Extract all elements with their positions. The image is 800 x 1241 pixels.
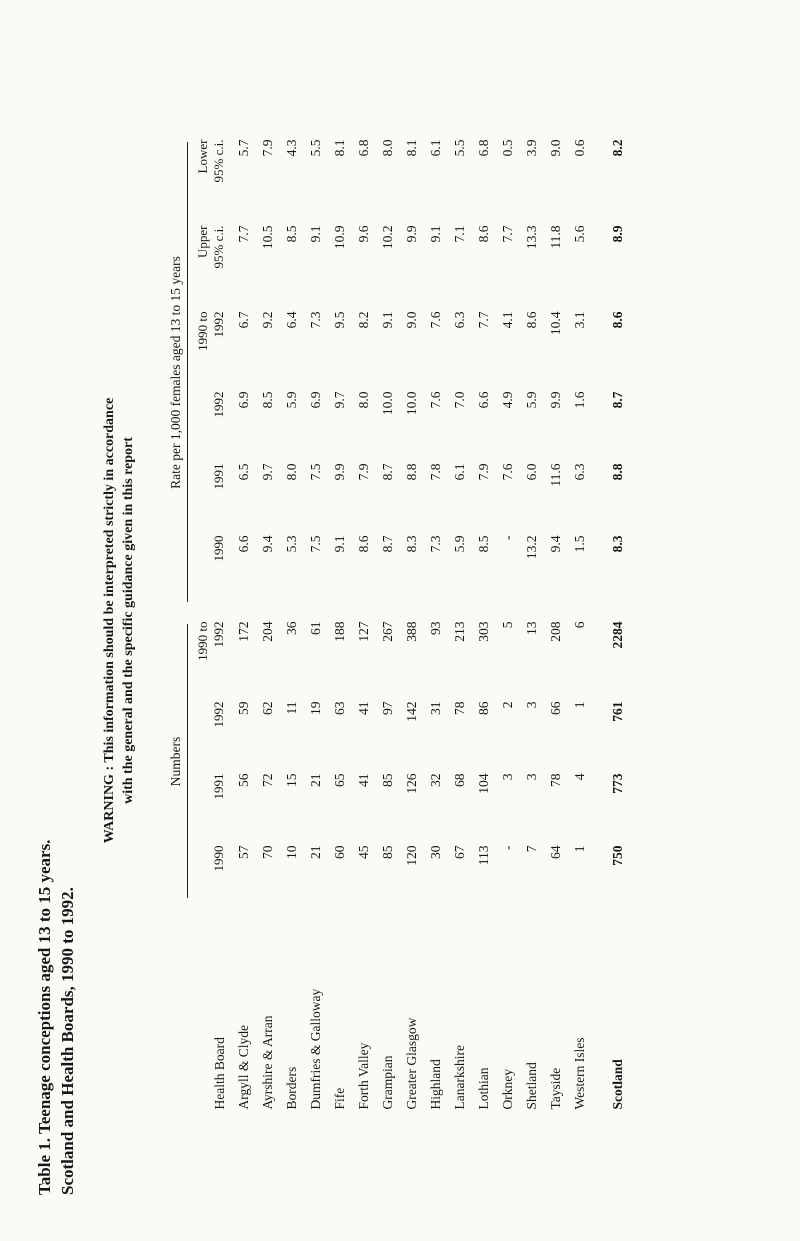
number-cell: 64 <box>547 845 563 859</box>
number-cell: 32 <box>427 773 443 787</box>
rate-cell: 8.5 <box>283 225 299 243</box>
rate-cell: 11.6 <box>547 463 563 487</box>
rate-cell: 8.2 <box>609 139 625 157</box>
number-cell: 126 <box>403 773 419 794</box>
number-cell: 213 <box>451 621 467 642</box>
rate-cell: 0.6 <box>571 139 587 157</box>
table-row <box>400 132 424 1110</box>
rates-year-range: 1990 to 1992 <box>195 311 227 351</box>
rate-cell: 7.7 <box>499 225 515 243</box>
warning-banner <box>100 46 139 1195</box>
rate-cell: 3.9 <box>523 139 539 157</box>
lower-ci-header <box>189 132 232 218</box>
rate-cell: 10.0 <box>403 391 419 416</box>
rate-cell: 6.1 <box>427 139 443 157</box>
board-name-cell: Highland <box>427 1059 443 1110</box>
group-header-row <box>167 132 189 1110</box>
rate-cell: 4.3 <box>283 139 299 157</box>
rate-cell: 9.7 <box>259 463 275 481</box>
rate-cell: 9.7 <box>331 391 347 409</box>
rate-cell: 6.3 <box>451 311 467 329</box>
number-cell: 7 <box>523 845 539 853</box>
rate-cell: 13.3 <box>523 225 539 250</box>
rate-cell: 6.6 <box>475 391 491 409</box>
number-cell: 86 <box>475 701 491 715</box>
number-cell: 41 <box>355 773 371 787</box>
number-cell: 45 <box>355 845 371 859</box>
number-cell: 85 <box>379 773 395 787</box>
rate-cell: 6.5 <box>235 463 251 481</box>
number-cell: 188 <box>331 621 347 642</box>
rate-cell: 9.1 <box>427 225 443 243</box>
rate-cell: 5.6 <box>571 225 587 243</box>
total-row <box>606 132 630 1110</box>
rate-cell: 8.5 <box>475 535 491 553</box>
rate-cell: 8.8 <box>403 463 419 481</box>
number-cell: 113 <box>475 845 491 866</box>
rate-cell: 8.7 <box>379 535 395 553</box>
board-name-cell: Argyll & Clyde <box>235 1024 251 1110</box>
numbers-group-header <box>167 614 189 910</box>
number-cell: 19 <box>307 701 323 715</box>
row-header-cell <box>167 910 232 1110</box>
rate-cell: 10.2 <box>379 225 395 250</box>
number-cell: 303 <box>475 621 491 642</box>
number-cell: 21 <box>307 845 323 859</box>
number-cell: 59 <box>235 701 251 715</box>
table-row <box>352 132 376 1110</box>
rate-cell: 5.9 <box>523 391 539 409</box>
number-cell: 172 <box>235 621 251 642</box>
board-name-cell: Fife <box>331 1087 347 1110</box>
rates-year-1992: 1992 <box>211 391 227 418</box>
rate-cell: 4.1 <box>499 311 515 329</box>
number-cell: 750 <box>609 845 625 866</box>
rates-year-1991: 1991 <box>211 463 227 490</box>
rate-cell: 6.9 <box>307 391 323 409</box>
board-name-cell: Greater Glasgow <box>403 1017 419 1110</box>
number-cell: 3 <box>499 773 515 781</box>
table-row <box>304 132 328 1110</box>
number-cell: 4 <box>571 773 587 781</box>
rate-cell: 9.1 <box>331 535 347 553</box>
number-cell: 60 <box>331 845 347 859</box>
number-cell: 3 <box>523 701 539 709</box>
rate-cell: 9.4 <box>259 535 275 553</box>
rate-cell: 7.6 <box>499 463 515 481</box>
number-cell: 10 <box>283 845 299 859</box>
rate-cell: 5.9 <box>451 535 467 553</box>
rate-cell: 8.9 <box>609 225 625 243</box>
rate-cell: 5.5 <box>451 139 467 157</box>
numbers-year-1991: 1991 <box>211 773 227 800</box>
rate-cell: 7.1 <box>451 225 467 243</box>
rate-cell: 0.5 <box>499 139 515 157</box>
rate-cell: 5.9 <box>283 391 299 409</box>
rate-cell: 8.8 <box>609 463 625 481</box>
rate-cell: 9.6 <box>355 225 371 243</box>
upper-ci-label: 95% c.i. <box>211 225 227 269</box>
number-cell: 267 <box>379 621 395 642</box>
rate-cell: 8.2 <box>355 311 371 329</box>
rate-cell: 9.9 <box>547 391 563 409</box>
rate-cell: 6.9 <box>235 391 251 409</box>
number-cell: 3 <box>523 773 539 781</box>
number-cell: 66 <box>547 701 563 715</box>
number-cell: 773 <box>609 773 625 794</box>
row-header-label: Health Board <box>211 1037 227 1110</box>
number-cell: 13 <box>523 621 539 635</box>
rate-cell: 9.0 <box>403 311 419 329</box>
rate-cell: 9.9 <box>403 225 419 243</box>
rate-cell: 10.5 <box>259 225 275 250</box>
rate-cell: 7.9 <box>259 139 275 157</box>
number-cell: 72 <box>259 773 275 787</box>
rate-cell: 7.0 <box>451 391 467 409</box>
number-cell: 36 <box>283 621 299 635</box>
lower-ci-label: 95% c.i. <box>211 139 227 183</box>
rate-cell: 6.8 <box>355 139 371 157</box>
number-cell: 56 <box>235 773 251 787</box>
table-subtitle: Scotland and Health Boards, 1990 to 1992. <box>57 887 77 1195</box>
numbers-year-1992: 1992 <box>211 701 227 728</box>
number-cell: 70 <box>259 845 275 859</box>
rate-cell: 7.6 <box>427 311 443 329</box>
number-cell: 5 <box>499 621 515 629</box>
table-row <box>544 132 568 1110</box>
rate-cell: 6.7 <box>235 311 251 329</box>
number-cell: 67 <box>451 845 467 859</box>
rate-cell: 8.0 <box>355 391 371 409</box>
board-name-cell: Borders <box>283 1066 299 1110</box>
number-cell: 204 <box>259 621 275 642</box>
rate-cell: 9.0 <box>547 139 563 157</box>
number-cell: 63 <box>331 701 347 715</box>
rate-cell: 8.1 <box>331 139 347 157</box>
table-row <box>232 132 256 1110</box>
table-row <box>472 132 496 1110</box>
rate-cell: 11.8 <box>547 225 563 249</box>
rate-cell: 8.7 <box>379 463 395 481</box>
rate-cell: 7.7 <box>235 225 251 243</box>
rates-group-label: Rate per 1,000 females aged 13 to 15 years <box>168 143 188 603</box>
number-cell: 41 <box>355 701 371 715</box>
number-cell: 30 <box>427 845 443 859</box>
rate-cell: 8.6 <box>523 311 539 329</box>
rate-cell: 6.0 <box>523 463 539 481</box>
board-name-cell: Forth Valley <box>355 1042 371 1110</box>
table-row <box>448 132 472 1110</box>
board-name-cell: Orkney <box>499 1069 515 1110</box>
rate-cell: 7.7 <box>475 311 491 329</box>
rate-cell: 5.7 <box>235 139 251 157</box>
number-cell: 78 <box>451 701 467 715</box>
rate-cell: 8.0 <box>283 463 299 481</box>
table-row <box>520 132 544 1110</box>
number-cell: 761 <box>609 701 625 722</box>
rate-cell: 8.6 <box>609 311 625 329</box>
upper-label: Upper <box>195 225 211 258</box>
board-name-cell: Shetland <box>523 1062 539 1110</box>
rate-cell: 4.9 <box>499 391 515 409</box>
rate-cell: 8.6 <box>355 535 371 553</box>
rate-cell: 8.3 <box>403 535 419 553</box>
number-cell: 68 <box>451 773 467 787</box>
rate-cell: 6.8 <box>475 139 491 157</box>
numbers-year-1990: 1990 <box>211 845 227 872</box>
table-row <box>328 132 352 1110</box>
rate-cell: 9.1 <box>307 225 323 243</box>
number-cell: 62 <box>259 701 275 715</box>
table-row <box>376 132 400 1110</box>
table-row <box>568 132 592 1110</box>
warning-line-2: with the general and the specific guidance given in this report <box>121 437 137 804</box>
table-header <box>167 132 232 1110</box>
rate-cell: 13.2 <box>523 535 539 560</box>
rate-cell: 5.3 <box>283 535 299 553</box>
number-cell: 142 <box>403 701 419 722</box>
rate-cell: 7.8 <box>427 463 443 481</box>
rate-cell: - <box>499 535 515 540</box>
rate-cell: 1.6 <box>571 391 587 409</box>
board-name-cell: Lothian <box>475 1067 491 1110</box>
number-cell: - <box>499 845 515 850</box>
rate-cell: 8.3 <box>609 535 625 553</box>
rate-cell: 10.9 <box>331 225 347 250</box>
rate-cell: 3.1 <box>571 311 587 329</box>
board-name-cell: Ayrshire & Arran <box>259 1015 275 1110</box>
board-name-cell: Dumfries & Galloway <box>307 988 323 1110</box>
number-cell: 57 <box>235 845 251 859</box>
rate-cell: 8.6 <box>475 225 491 243</box>
table-row <box>496 132 520 1110</box>
table-row <box>256 132 280 1110</box>
table-row <box>424 132 448 1110</box>
number-cell: 85 <box>379 845 395 859</box>
table-row <box>280 132 304 1110</box>
upper-ci-header <box>189 218 232 304</box>
number-cell: 93 <box>427 621 443 635</box>
rates-group-header <box>167 132 189 614</box>
table-body <box>232 132 630 1110</box>
rate-cell: 9.4 <box>547 535 563 553</box>
rate-cell: 7.6 <box>427 391 443 409</box>
rate-cell: 7.3 <box>307 311 323 329</box>
rate-cell: 9.9 <box>331 463 347 481</box>
board-name-cell: Scotland <box>609 1059 625 1110</box>
rate-cell: 1.5 <box>571 535 587 553</box>
number-cell: 1 <box>571 845 587 853</box>
rate-cell: 7.9 <box>355 463 371 481</box>
lower-label: Lower <box>195 139 211 174</box>
number-cell: 2 <box>499 701 515 709</box>
number-cell: 6 <box>571 621 587 629</box>
rate-cell: 5.5 <box>307 139 323 157</box>
number-cell: 127 <box>355 621 371 642</box>
rates-year-1990: 1990 <box>211 535 227 562</box>
number-cell: 388 <box>403 621 419 642</box>
spacer-cell <box>592 132 606 1110</box>
number-cell: 61 <box>307 621 323 635</box>
rate-cell: 7.3 <box>427 535 443 553</box>
number-cell: 2284 <box>609 621 625 649</box>
rate-cell: 7.9 <box>475 463 491 481</box>
board-name-cell: Western Isles <box>571 1037 587 1110</box>
number-cell: 120 <box>403 845 419 866</box>
rate-cell: 6.4 <box>283 311 299 329</box>
rate-cell: 8.7 <box>609 391 625 409</box>
rate-cell: 6.1 <box>451 463 467 481</box>
rate-cell: 7.5 <box>307 535 323 553</box>
number-cell: 11 <box>283 701 299 715</box>
rate-cell: 9.2 <box>259 311 275 329</box>
number-cell: 31 <box>427 701 443 715</box>
board-name-cell: Tayside <box>547 1067 563 1110</box>
rate-cell: 9.1 <box>379 311 395 329</box>
board-name-cell: Grampian <box>379 1055 395 1110</box>
rate-cell: 6.6 <box>235 535 251 553</box>
number-cell: 104 <box>475 773 491 794</box>
conceptions-table <box>167 132 630 1110</box>
number-cell: 208 <box>547 621 563 642</box>
rate-cell: 10.0 <box>379 391 395 416</box>
number-cell: 65 <box>331 773 347 787</box>
numbers-year-range: 1990 to 1992 <box>195 621 227 661</box>
number-cell: 21 <box>307 773 323 787</box>
numbers-group-label: Numbers <box>168 625 188 899</box>
rate-cell: 8.1 <box>403 139 419 157</box>
rate-cell: 7.5 <box>307 463 323 481</box>
number-cell: 78 <box>547 773 563 787</box>
rate-cell: 8.0 <box>379 139 395 157</box>
number-cell: 15 <box>283 773 299 787</box>
rate-cell: 10.4 <box>547 311 563 336</box>
number-cell: 97 <box>379 701 395 715</box>
spacer-row <box>592 132 606 1110</box>
number-cell: 1 <box>571 701 587 709</box>
warning-line-1: WARNING : This information should be interpreted strictly in accordance <box>101 397 117 844</box>
board-name-cell: Lanarkshire <box>451 1045 467 1110</box>
rate-cell: 6.3 <box>571 463 587 481</box>
table-title: Table 1. Teenage conceptions aged 13 to 15 years. <box>35 839 54 1195</box>
rate-cell: 9.5 <box>331 311 347 329</box>
rate-cell: 8.5 <box>259 391 275 409</box>
